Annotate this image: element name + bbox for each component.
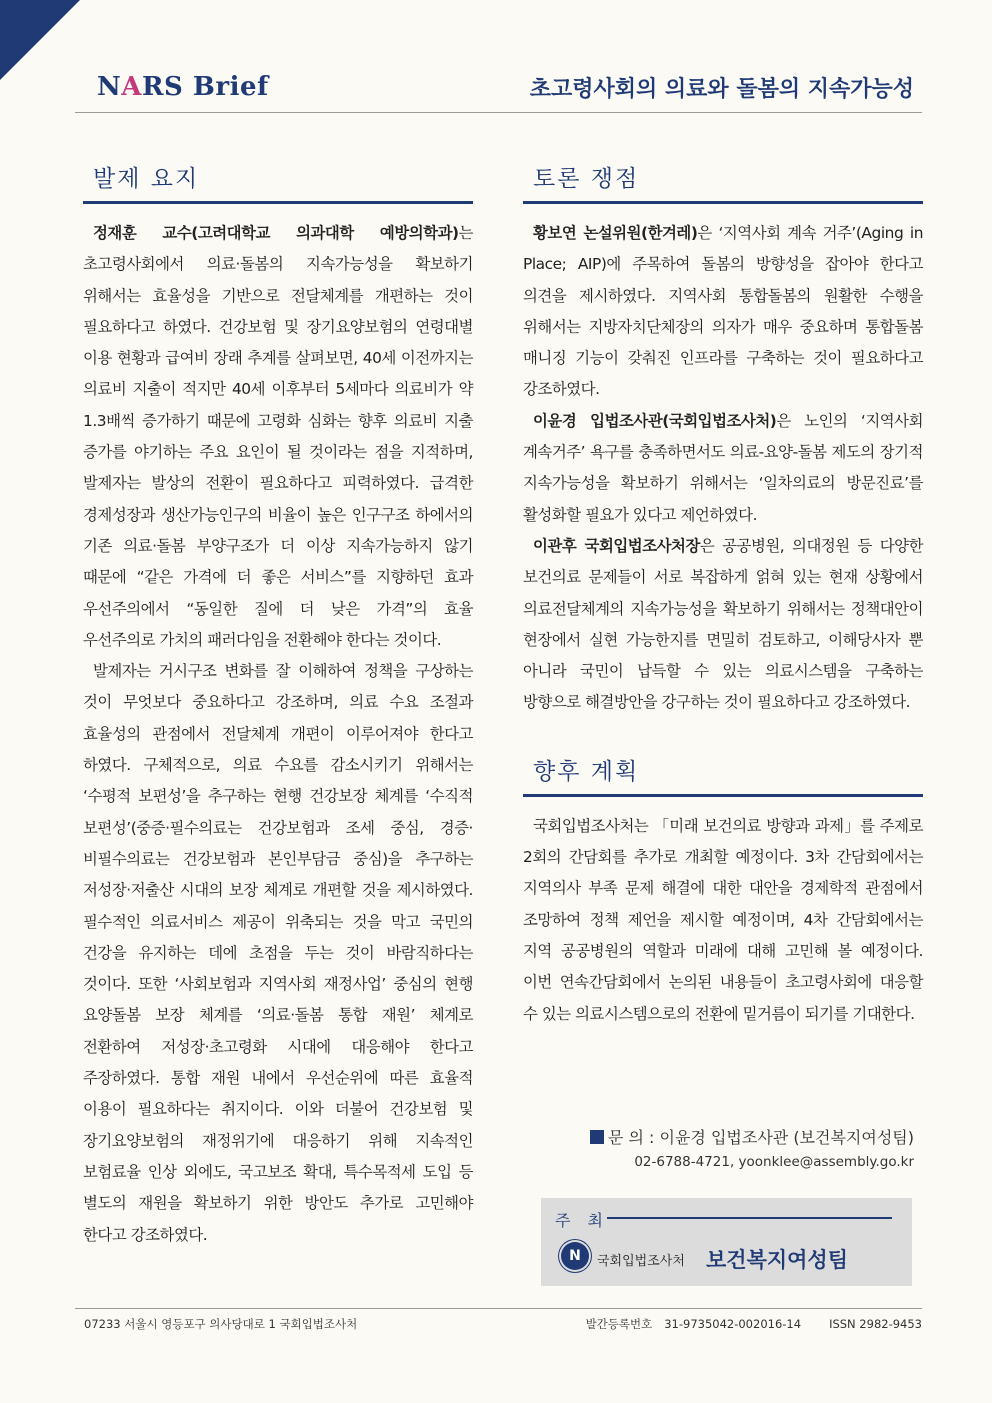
paragraph-text: 국회입법조사처는 「미래 보건의료 방향과 과제」를 주제로 2회의 간담회를 추가로 개최할 예정이다. 3차 간담회에서는 지역의사 부족 문제 해결에 대한 대안을 경제학적 관점에서 조망하여 정책 제언을 제시할 예정이며, 4차 간담회에서는 지역 공공병원의 역할과 미래에 대해 고민해 볼 예정이다. 이번 연속간담회에서 논의된 내용들이 초고령사회에 대응할 수 있는 의료시스템으로의 전환에 밑거름이 되기를 기대한다. bbox=[523, 816, 923, 1023]
discussion-paragraph-3 bbox=[523, 531, 923, 719]
square-bullet-icon bbox=[590, 1130, 604, 1144]
footer-registration bbox=[586, 1316, 922, 1332]
host-rule bbox=[607, 1217, 892, 1219]
paragraph-text: 은 공공병원, 의대정원 등 다양한 보건의료 문제들이 서로 복잡하게 얽혀 있는 현재 상황에서 의료전달체계의 지속가능성을 확보하기 위해서는 정책대안이 현장에서 실현 가능한지를 면밀히 검토하고, 이해당사자 뿐 아니라 국민이 납득할 수 있는 의료시스템을 구축하는 방향으로 해결방안을 강구하는 것이 필요하다고 강조하였다. bbox=[523, 536, 923, 712]
future-plans-paragraph bbox=[523, 811, 923, 1030]
assembly-emblem-icon: N bbox=[561, 1242, 589, 1270]
discussant-name: 이윤경 입법조사관(국회입법조사처) bbox=[533, 411, 777, 430]
corner-decoration bbox=[0, 0, 80, 80]
host-organization: 국회입법조사처 bbox=[597, 1254, 685, 1269]
discussant-name: 이관후 국회입법조사처장 bbox=[533, 536, 700, 555]
paragraph-text: 은 노인의 ‘지역사회 계속거주’ 욕구를 충족하면서도 의료-요양-돌봄 제도의 장기적 지속가능성을 확보하기 위해서는 ‘일차의료의 방문진료’를 활성화할 필요가 있다고 제언하였다. bbox=[523, 411, 923, 524]
contact-info bbox=[546, 1125, 914, 1170]
host-box bbox=[541, 1198, 912, 1286]
discussion-issues-heading: 토론 쟁점 bbox=[523, 160, 923, 204]
issn: ISSN 2982-9453 bbox=[829, 1317, 922, 1331]
host-team: 보건복지여성팀 bbox=[706, 1248, 849, 1272]
contact-details: 02-6788-4721, yoonklee@assembly.go.kr bbox=[634, 1154, 914, 1170]
left-column bbox=[83, 160, 473, 1251]
registration-number: 31-9735042-002016-14 bbox=[664, 1317, 802, 1331]
footer-address: 07233 서울시 영등포구 의사당대로 1 국회입법조사처 bbox=[84, 1317, 358, 1331]
future-plans-heading: 향후 계획 bbox=[523, 753, 923, 797]
nars-brief-logo: NARS Brief bbox=[97, 72, 269, 102]
contact-person: 문 의 : 이윤경 입법조사관 (보건복지여성팀) bbox=[607, 1128, 914, 1147]
paragraph-text: 는 초고령사회에서 의료·돌봄의 지속가능성을 확보하기 위해서는 효율성을 기반으로 전달체계를 개편하는 것이 필요하다고 하였다. 건강보험 및 장기요양보험의 연령대별 이용 현황과 급여비 장래 추계를 살펴보면, 40세 이전까지는 의료비 지출이 적지만 40세 이후부터 5세마다 의료비가 약 1.3배씩 증가하기 때문에 고령화 심화는 향후 의료비 지출 증가를 야기하는 주요 요인이 될 것이라는 점을 지적하며, 발제자는 발상의 전환이 필요하다고 피력하였다. 급격한 경제성장과 생산가능인구의 비율이 높은 인구구조 하에서의 기존 의료·돌봄 부양구조가 더 이상 지속가능하지 않기 때문에 “같은 가격에 더 좋은 서비스”를 지향하던 효과 우선주의에서 “동일한 질에 더 낮은 가격”의 효율 우선주의로 가치의 패러다임을 전환해야 한다는 것이다. bbox=[83, 224, 473, 649]
discussant-name: 황보연 논설위원(한겨레) bbox=[533, 224, 698, 242]
discussion-paragraph-1 bbox=[523, 218, 923, 406]
host-label: 주 최 bbox=[555, 1211, 609, 1230]
presentation-summary-heading: 발제 요지 bbox=[83, 160, 473, 204]
footer-divider bbox=[75, 1308, 922, 1309]
presentation-paragraph-2 bbox=[83, 656, 473, 1251]
paragraph-text: 발제자는 거시구조 변화를 잘 이해하여 정책을 구상하는 것이 무엇보다 중요하다고 강조하며, 의료 수요 조절과 효율성의 관점에서 전달체계 개편이 이루어져야 한다고 하였다. 구체적으로, 의료 수요를 감소시키기 위해서는 ‘수평적 보편성’을 추구하는 현행 건강보장 체계를 ‘수직적 보편성’(중증·필수의료는 건강보험과 조세 중심, 경증·비필수의료는 건강보험과 본인부담금 중심)을 추구하는 저성장·저출산 시대의 보장 체계로 개편할 것을 제시하였다. 필수적인 의료서비스 제공이 위축되는 것을 막고 국민의 건강을 유지하는 데에 초점을 두는 것이 바람직하다는 것이다. 또한 ‘사회보험과 지역사회 재정사업’ 중심의 현행 요양돌봄 보장 체계를 ‘의료·돌봄 통합 재원’ 체계로 전환하여 저성장·초고령화 시대에 대응해야 한다고 주장하였다. 통합 재원 내에서 우선순위에 따른 효율적 이용이 필요하다는 취지이다. 이와 더불어 건강보험 및 장기요양보험의 재정위기에 대응하기 위해 지속적인 보험료율 인상 외에도, 국고보조 확대, 특수목적세 도입 등 별도의 재원을 확보하기 위한 방안도 추가로 고민해야 한다고 강조하였다. bbox=[83, 662, 473, 1244]
page-title: 초고령사회의 의료와 돌봄의 지속가능성 bbox=[529, 77, 914, 102]
presenter-name: 정재훈 교수(고려대학교 의과대학 예방의학과) bbox=[93, 224, 459, 242]
registration-label: 발간등록번호 bbox=[585, 1317, 653, 1331]
presentation-paragraph-1 bbox=[83, 218, 473, 656]
right-column bbox=[523, 160, 923, 1030]
paragraph-text: 은 ‘지역사회 계속 거주’(Aging in Place; AIP)에 주목하여 돌봄의 방향성을 잡아야 한다고 의견을 제시하였다. 지역사회 통합돌봄의 원활한 수행을 위해서는 지방자치단체장의 의자가 매우 중요하며 통합돌봄 매니징 기능이 갖춰진 인프라를 구축하는 것이 필요하다고 강조하였다. bbox=[523, 224, 924, 399]
header-divider bbox=[75, 112, 922, 113]
discussion-paragraph-2 bbox=[523, 406, 923, 531]
